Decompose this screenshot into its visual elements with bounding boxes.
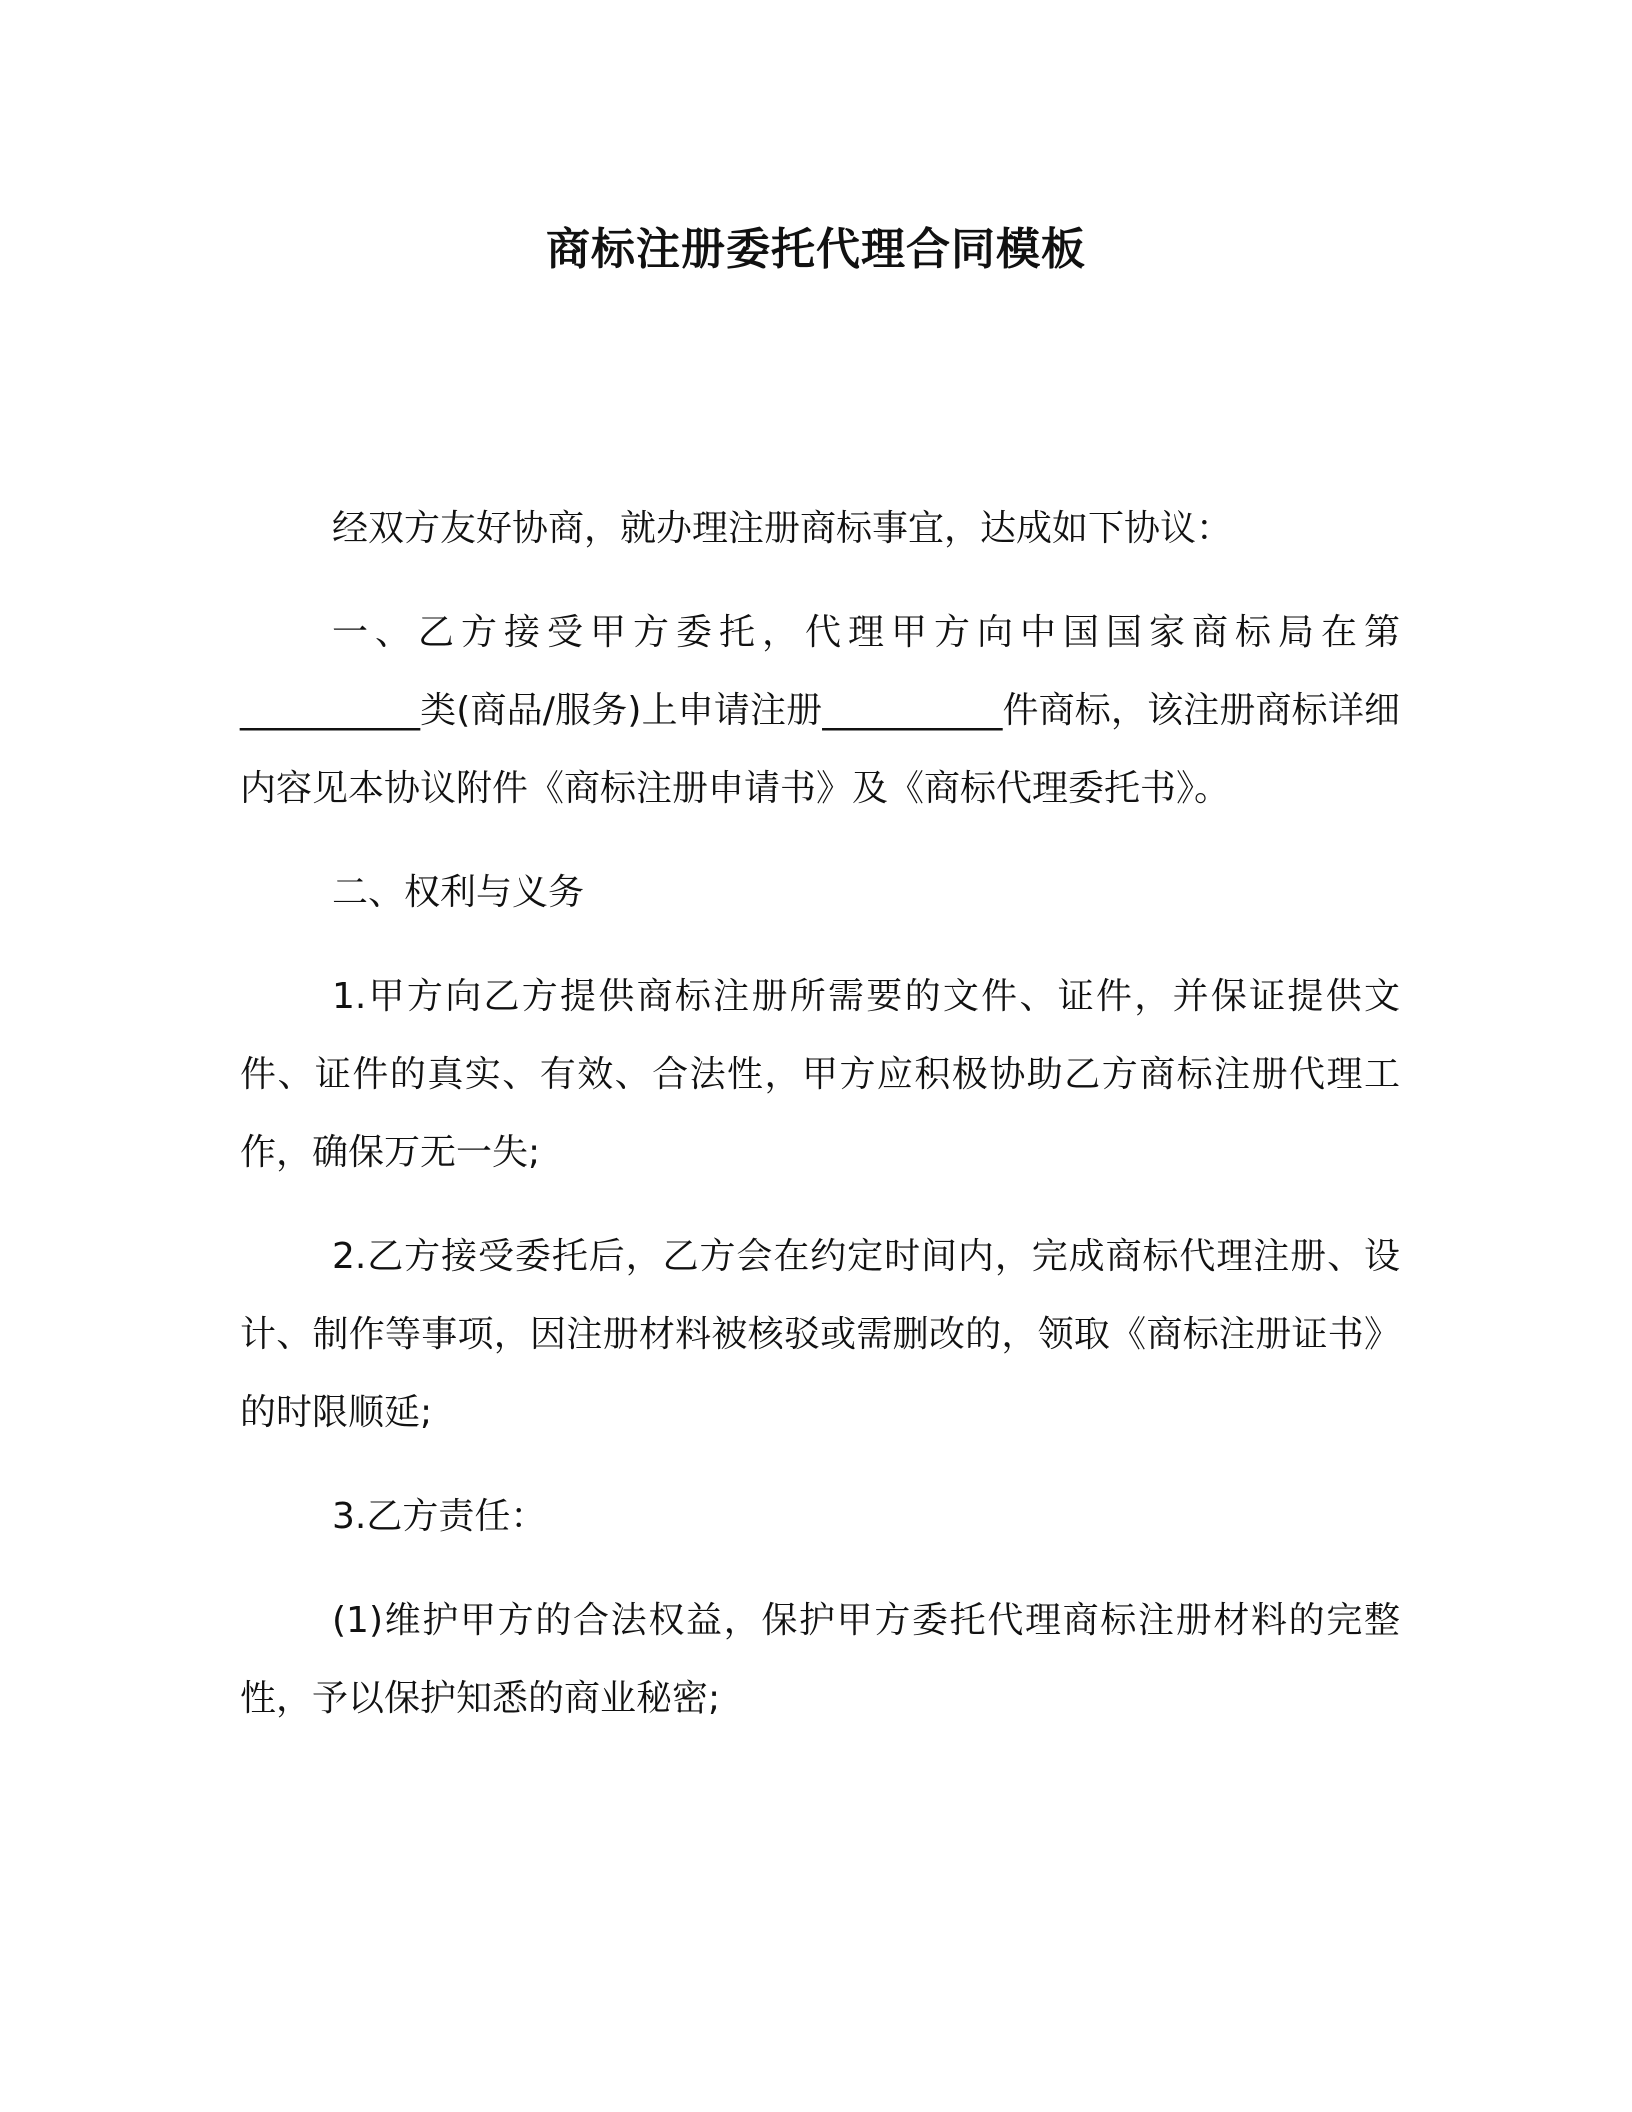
- document-title: 商标注册委托代理合同模板: [546, 224, 1086, 275]
- paragraph-subitem-1: (1)维护甲方的合法权益，保护甲方委托代理商标注册材料的完整性，予以保护知悉的商业秘密;: [240, 1600, 1400, 1719]
- paragraph-item-2: 2.乙方接受委托后，乙方会在约定时间内，完成商标代理注册、设计、制作等事项，因注册材料被核驳或需删改的，领取《商标注册证书》的时限顺延;: [240, 1236, 1400, 1433]
- document-body: [240, 490, 1400, 1764]
- paragraph-item-1: 1.甲方向乙方提供商标注册所需要的文件、证件，并保证提供文件、证件的真实、有效、合法性，甲方应积极协助乙方商标注册代理工作，确保万无一失;: [240, 976, 1400, 1173]
- paragraph-section-2-heading: 二、权利与义务: [332, 872, 585, 913]
- paragraph-item-3: 3.乙方责任：: [332, 1496, 547, 1537]
- paragraph-intro: 经双方友好协商，就办理注册商标事宜，达成如下协议：: [332, 508, 1233, 549]
- paragraph-clause-1: 一、乙方接受甲方委托，代理甲方向中国国家商标局在第__________类(商品/服务)上申请注册__________件商标，该注册商标详细内容见本协议附件《商标注册申请书》及《商标代理委托书》。: [240, 612, 1400, 809]
